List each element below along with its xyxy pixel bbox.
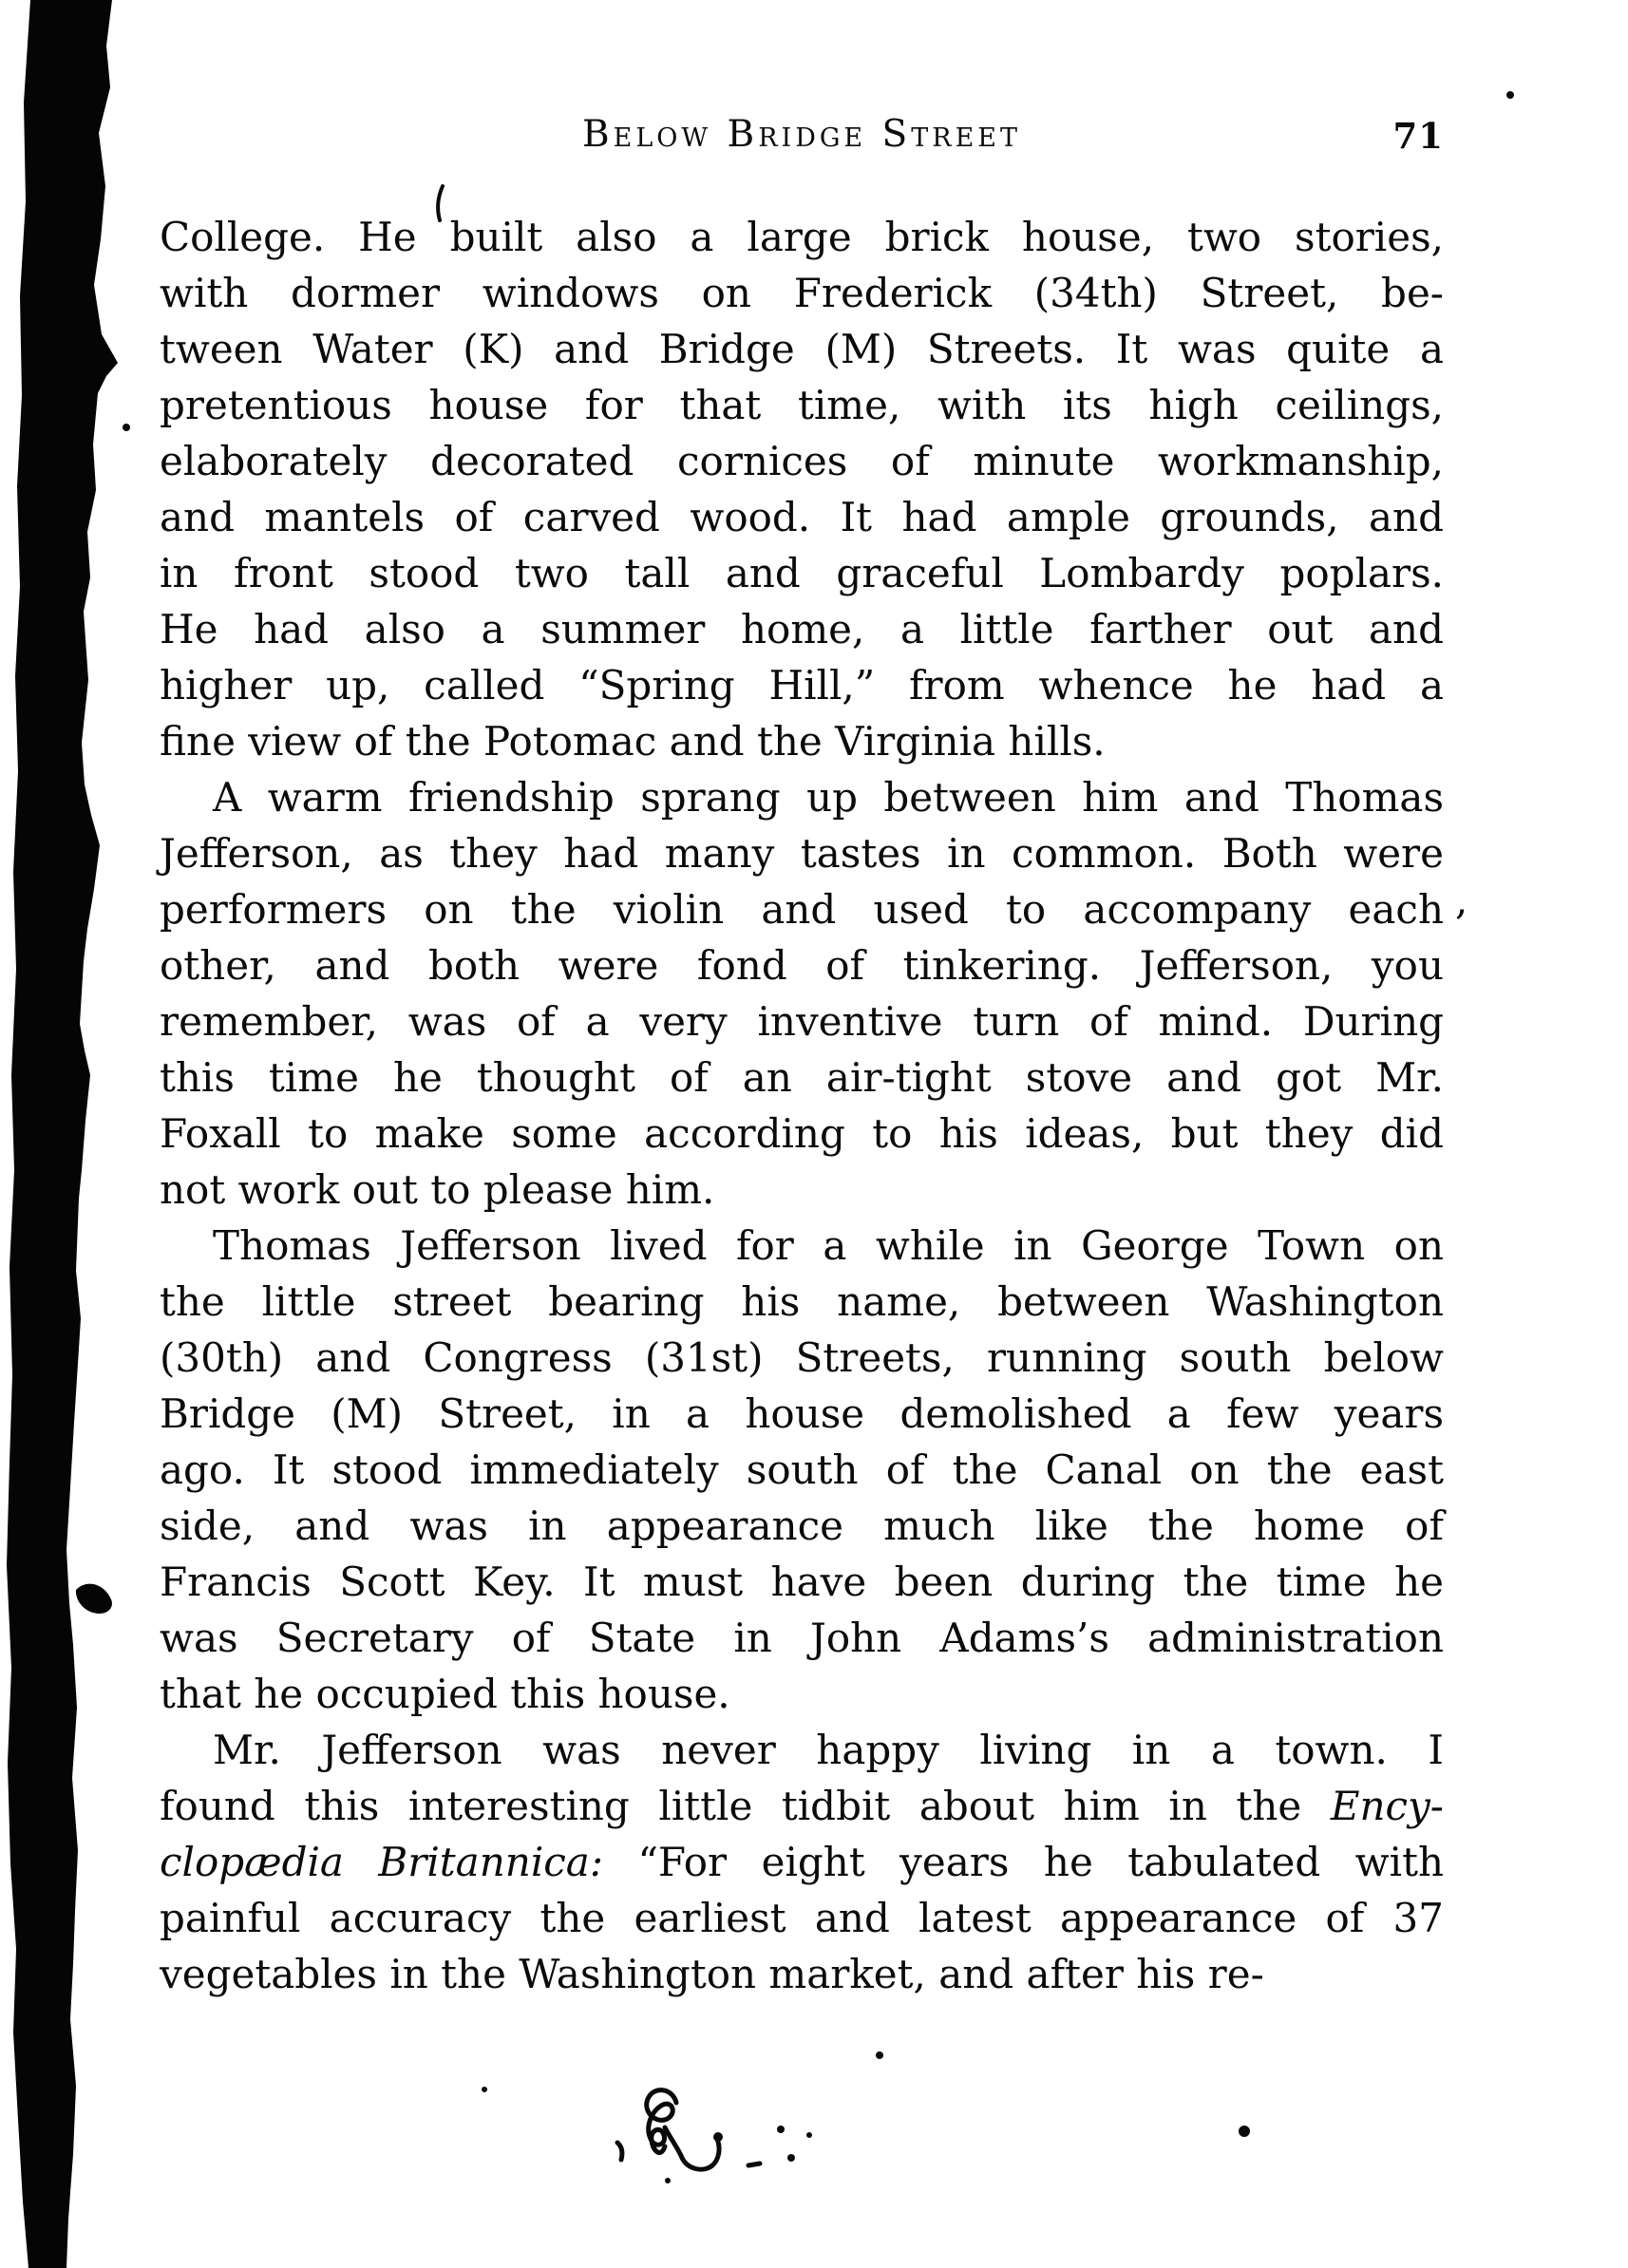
text-line	[160, 1106, 1444, 1162]
text-line	[160, 489, 1444, 545]
text-segment: other, and both were fond of tinkering. Jefferson, you	[160, 942, 1444, 989]
text-segment: pretentious house for that time, with its high ceilings,	[160, 382, 1444, 428]
text-line	[160, 1274, 1444, 1330]
text-line	[160, 769, 1444, 825]
text-line	[160, 1554, 1444, 1610]
text-line	[160, 545, 1444, 601]
text-line	[160, 937, 1444, 993]
text-line	[160, 377, 1444, 433]
ink-blot	[76, 1584, 112, 1614]
text-segment: ago. It stood immediately south of the Canal on the east	[160, 1446, 1444, 1493]
text-segment: performers on the violin and used to accompany each	[160, 886, 1444, 933]
text-line	[160, 881, 1444, 937]
text-segment: that he occupied this house.	[160, 1671, 730, 1717]
stray-ink-comma: ,	[1455, 877, 1468, 923]
text-segment: side, and was in appearance much like the home of	[160, 1503, 1444, 1549]
text-line	[160, 825, 1444, 881]
running-header	[160, 112, 1444, 165]
text-segment: Jefferson, as they had many tastes in common. Both were	[160, 830, 1444, 877]
text-line	[160, 1778, 1444, 1834]
text-segment: fine view of the Potomac and the Virginia hills.	[160, 718, 1106, 765]
text-segment: with dormer windows on Frederick (34th) Street, be-	[160, 270, 1444, 316]
text-segment: and mantels of carved wood. It had ample grounds, and	[160, 494, 1444, 540]
text-segment: He had also a summer home, a little farther out and	[160, 606, 1444, 652]
handwritten-scribble	[617, 2090, 760, 2170]
text-line	[160, 1610, 1444, 1666]
text-segment: this time he thought of an air-tight stove and got Mr.	[160, 1054, 1444, 1101]
text-line	[160, 433, 1444, 489]
text-line	[160, 321, 1444, 377]
text-line	[160, 993, 1444, 1049]
text-line	[160, 1834, 1444, 1890]
text-segment: Bridge (M) Street, in a house demolished a few years	[160, 1390, 1444, 1437]
text-line	[160, 1049, 1444, 1106]
text-segment: painful accuracy the earliest and latest appearance of 37	[160, 1895, 1444, 1941]
text-line	[160, 1722, 1444, 1778]
text-segment: the little street bearing his name, between Washington	[160, 1278, 1444, 1325]
page-number: 71	[1392, 115, 1444, 157]
text-segment: Francis Scott Key. It must have been during the time he	[160, 1559, 1444, 1605]
text-segment: College. He built also a large brick house, two stories,	[160, 214, 1444, 260]
text-segment: “For eight years he tabulated with	[602, 1839, 1444, 1885]
italic-text-segment: clopædia Britannica:	[160, 1839, 603, 1885]
text-line	[160, 1946, 1444, 2002]
text-segment: Foxall to make some according to his ideas, but they did	[160, 1110, 1444, 1157]
text-segment: (30th) and Congress (31st) Streets, running south below	[160, 1334, 1444, 1381]
text-segment: tween Water (K) and Bridge (M) Streets. It was quite a	[160, 326, 1444, 372]
text-segment: was Secretary of State in John Adams’s administration	[160, 1615, 1444, 1661]
text-line	[160, 601, 1444, 657]
text-line	[160, 1890, 1444, 1946]
text-segment: not work out to please him.	[160, 1166, 715, 1213]
text-segment: elaborately decorated cornices of minute workmanship,	[160, 438, 1444, 484]
italic-text-segment: Ency-	[1330, 1783, 1444, 1829]
text-line	[160, 1330, 1444, 1386]
book-binding-shadow	[7, 0, 118, 2268]
text-line	[160, 1162, 1444, 1218]
text-segment: A warm friendship sprang up between him and Thomas	[213, 774, 1444, 821]
text-segment: vegetables in the Washington market, and after his re-	[160, 1951, 1264, 1997]
text-line	[160, 657, 1444, 713]
text-line	[160, 713, 1444, 769]
text-line	[160, 265, 1444, 321]
text-segment: Mr. Jefferson was never happy living in a town. I	[213, 1727, 1444, 1773]
text-line	[160, 1498, 1444, 1554]
text-line	[160, 1442, 1444, 1498]
text-segment: higher up, called “Spring Hill,” from whence he had a	[160, 662, 1444, 709]
text-segment: found this interesting little tidbit about him in the	[160, 1783, 1331, 1829]
text-line	[160, 1666, 1444, 1722]
text-line	[160, 1386, 1444, 1442]
text-line	[160, 1218, 1444, 1274]
text-segment: remember, was of a very inventive turn of mind. During	[160, 998, 1444, 1045]
text-line	[160, 209, 1444, 265]
text-segment: Thomas Jefferson lived for a while in George Town on	[213, 1222, 1444, 1269]
text-segment: in front stood two tall and graceful Lombardy poplars.	[160, 550, 1444, 596]
running-header-title: Below Bridge Street	[581, 113, 1022, 156]
text-block	[160, 209, 1444, 2002]
